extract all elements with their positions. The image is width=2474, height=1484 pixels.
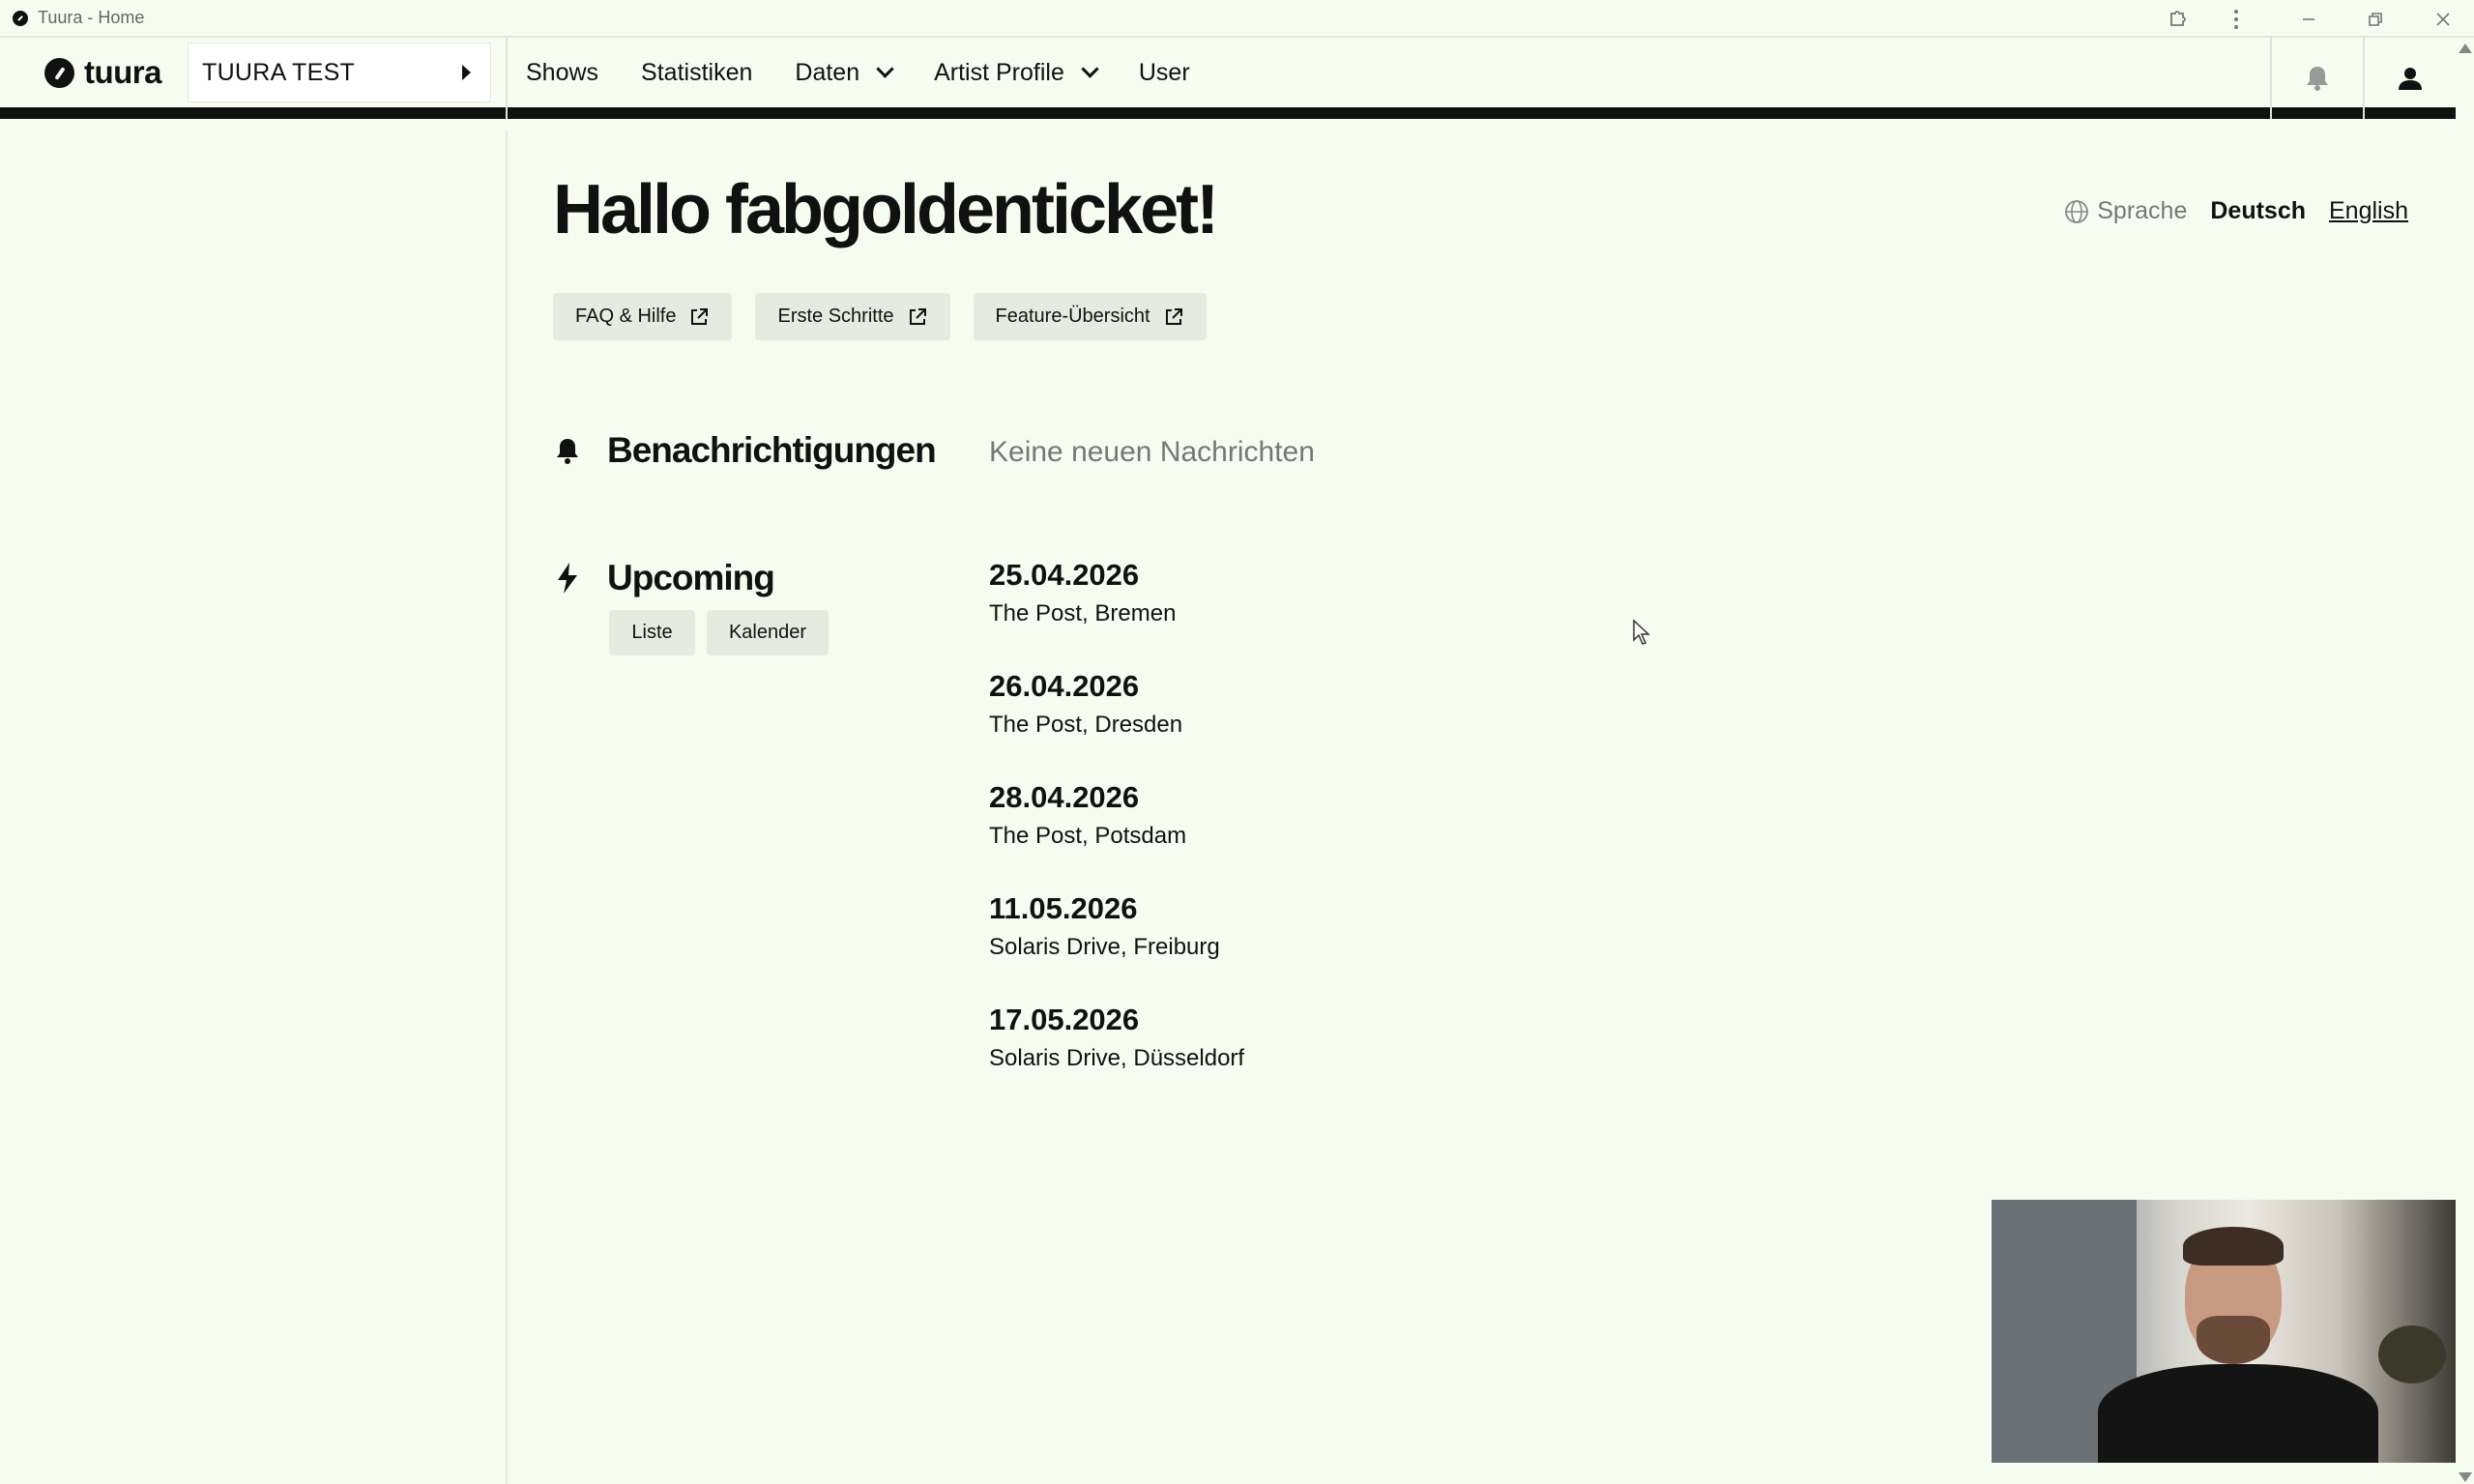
nav-user-label: User bbox=[1138, 58, 1190, 86]
notifications-button[interactable] bbox=[2270, 38, 2363, 119]
globe-icon bbox=[2064, 199, 2089, 224]
event-item[interactable] bbox=[989, 1003, 1244, 1114]
view-list-button[interactable]: Liste bbox=[609, 610, 695, 655]
language-label: Sprache bbox=[2097, 197, 2188, 224]
restore-icon[interactable] bbox=[2356, 0, 2395, 38]
event-venue: The Post, Bremen bbox=[989, 600, 1177, 626]
nav-daten-label: Daten bbox=[795, 58, 860, 86]
mouse-cursor-icon bbox=[1632, 619, 1651, 646]
nav-artist-profile-label: Artist Profile bbox=[934, 58, 1064, 86]
nav-right-actions bbox=[2270, 38, 2456, 119]
sidebar-divider bbox=[506, 131, 508, 1484]
event-item[interactable] bbox=[989, 891, 1244, 1003]
page-scrollbar[interactable] bbox=[2456, 38, 2474, 1484]
event-date: 28.04.2026 bbox=[989, 780, 1140, 814]
upcoming-section-header bbox=[553, 558, 774, 598]
webcam-overlay bbox=[1992, 1200, 2456, 1463]
external-link-icon bbox=[908, 307, 927, 327]
bell-icon bbox=[2305, 65, 2330, 92]
main-nav bbox=[526, 38, 1233, 107]
feature-overview-link[interactable] bbox=[974, 293, 1207, 340]
scroll-down-icon[interactable] bbox=[2459, 1472, 2472, 1482]
event-venue: Solaris Drive, Freiburg bbox=[989, 934, 1220, 960]
account-button[interactable] bbox=[2363, 38, 2456, 119]
event-venue: The Post, Dresden bbox=[989, 712, 1183, 738]
feature-overview-label: Feature-Übersicht bbox=[995, 306, 1150, 327]
nav-divider bbox=[506, 38, 508, 119]
event-item[interactable] bbox=[989, 669, 1244, 780]
scroll-up-icon[interactable] bbox=[2459, 44, 2472, 53]
nav-statistiken[interactable] bbox=[641, 59, 752, 87]
chevron-down-icon bbox=[1081, 60, 1098, 77]
upcoming-heading: Upcoming bbox=[607, 558, 774, 597]
event-venue: Solaris Drive, Düsseldorf bbox=[989, 1045, 1245, 1071]
language-english[interactable]: English bbox=[2329, 197, 2408, 224]
nav-shows[interactable] bbox=[526, 59, 598, 87]
nav-artist-profile-dropdown[interactable] bbox=[934, 59, 1096, 87]
event-date: 25.04.2026 bbox=[989, 558, 1140, 592]
nav-statistiken-label: Statistiken bbox=[641, 58, 753, 86]
chevron-down-icon bbox=[876, 60, 893, 77]
language-deutsch[interactable]: Deutsch bbox=[2210, 197, 2306, 224]
language-switcher bbox=[2064, 197, 2408, 225]
event-item[interactable] bbox=[989, 780, 1244, 891]
event-date: 11.05.2026 bbox=[989, 891, 1138, 925]
artist-selector-value: TUURA TEST bbox=[202, 58, 356, 86]
view-calendar-button[interactable]: Kalender bbox=[707, 610, 829, 655]
lightning-icon bbox=[553, 562, 582, 595]
quick-links bbox=[553, 293, 1230, 340]
event-item[interactable] bbox=[989, 558, 1244, 669]
user-icon bbox=[2398, 66, 2423, 91]
first-steps-link[interactable] bbox=[755, 293, 949, 340]
external-link-icon bbox=[1164, 307, 1183, 327]
top-navbar bbox=[0, 38, 2456, 119]
upcoming-view-toggle bbox=[609, 610, 840, 655]
more-menu-icon[interactable] bbox=[2217, 0, 2256, 38]
caret-right-icon bbox=[462, 65, 471, 80]
brand-name: tuura bbox=[84, 54, 161, 90]
extensions-icon[interactable] bbox=[2160, 0, 2198, 38]
bell-icon bbox=[553, 436, 582, 465]
artist-selector[interactable] bbox=[188, 43, 491, 102]
notifications-heading: Benachrichtigungen bbox=[607, 430, 936, 470]
upcoming-events-list bbox=[989, 558, 1244, 1114]
nav-user[interactable] bbox=[1139, 59, 1190, 87]
external-link-icon bbox=[689, 307, 709, 327]
first-steps-label: Erste Schritte bbox=[777, 306, 894, 327]
window-titlebar bbox=[0, 0, 2474, 38]
notifications-empty-text: Keine neuen Nachrichten bbox=[989, 436, 1315, 468]
notifications-section-header bbox=[553, 430, 936, 471]
window-title: Tuura - Home bbox=[38, 8, 145, 27]
event-date: 26.04.2026 bbox=[989, 669, 1140, 703]
faq-help-label: FAQ & Hilfe bbox=[575, 306, 677, 327]
event-venue: The Post, Potsdam bbox=[989, 823, 1187, 849]
event-date: 17.05.2026 bbox=[989, 1003, 1140, 1036]
close-icon[interactable] bbox=[2424, 0, 2462, 38]
nav-shows-label: Shows bbox=[526, 58, 599, 86]
brand-home-link[interactable] bbox=[44, 54, 170, 91]
minimize-icon[interactable] bbox=[2289, 0, 2328, 38]
app-icon bbox=[13, 11, 28, 26]
nav-daten-dropdown[interactable] bbox=[795, 59, 891, 87]
faq-help-link[interactable] bbox=[553, 293, 732, 340]
tuura-logo-icon bbox=[44, 58, 74, 88]
page-greeting: Hallo fabgoldenticket! bbox=[553, 171, 1217, 248]
